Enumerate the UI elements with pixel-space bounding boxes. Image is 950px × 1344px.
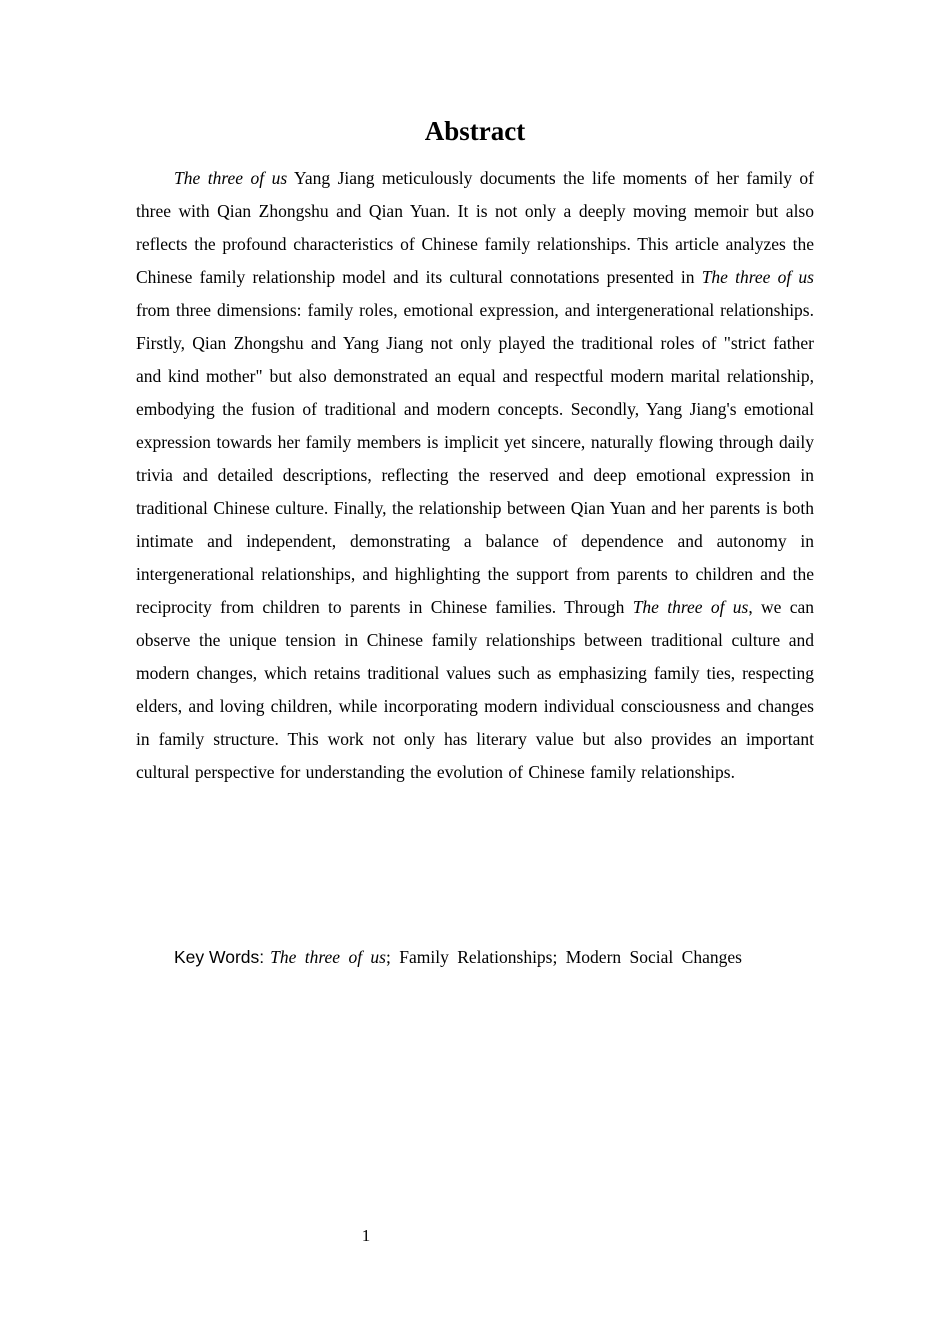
book-title-italic: The three of us [632,597,749,617]
keywords-label: Key Words [174,947,260,967]
abstract-text: , we can observe the unique tension in Chinese family relationships between traditional culture and modern changes, which retains traditional values such as emphasizing family ties, respecting elders, and loving children, while incorporating modern individual consciousness and changes in family structure. This work not only has literary value but also provides an important cultural perspective for understanding the evolution of Chinese family relationships. [136,597,814,782]
keyword-item: The three of us [270,947,386,967]
book-title-italic: The three of us [701,267,814,287]
keywords-colon: : [259,947,265,967]
page-number: 1 [361,1226,371,1245]
keywords-line: Key Words: The three of us; Family Relationships; Modern Social Changes [174,947,742,967]
abstract-text: from three dimensions: family roles, emotional expression, and intergenerational relationships. Firstly, Qian Zhongshu and Yang Jiang not only played the traditional roles of "strict father and kind mother" but also demonstrated an equal and respectful modern marital relationship, embodying the fusion of traditional and modern concepts. Secondly, Yang Jiang's emotional expression towards her family members is implicit yet sincere, naturally flowing through daily trivia and detailed descriptions, reflecting the reserved and deep emotional expression in traditional Chinese culture. Finally, the relationship between Qian Yuan and her parents is both intimate and independent, demonstrating a balance of dependence and autonomy in intergenerational relationships, and highlighting the support from parents to children and the reciprocity from children to parents in Chinese families. Through [136,300,814,617]
book-title-italic: The three of us [174,168,288,188]
abstract-title: Abstract [424,116,526,146]
abstract-text: Yang Jiang meticulously documents the life moments of her family of three with Qian Zhongshu and Qian Yuan. It is not only a deeply moving memoir but also reflects the profound characteristics of Chinese family relationships. This article analyzes the Chinese family relationship model and its cultural connotations presented in [136,168,814,287]
keyword-item: Family Relationships [399,947,553,967]
keyword-item: Modern Social Changes [565,947,742,967]
abstract-paragraph [136,162,814,789]
